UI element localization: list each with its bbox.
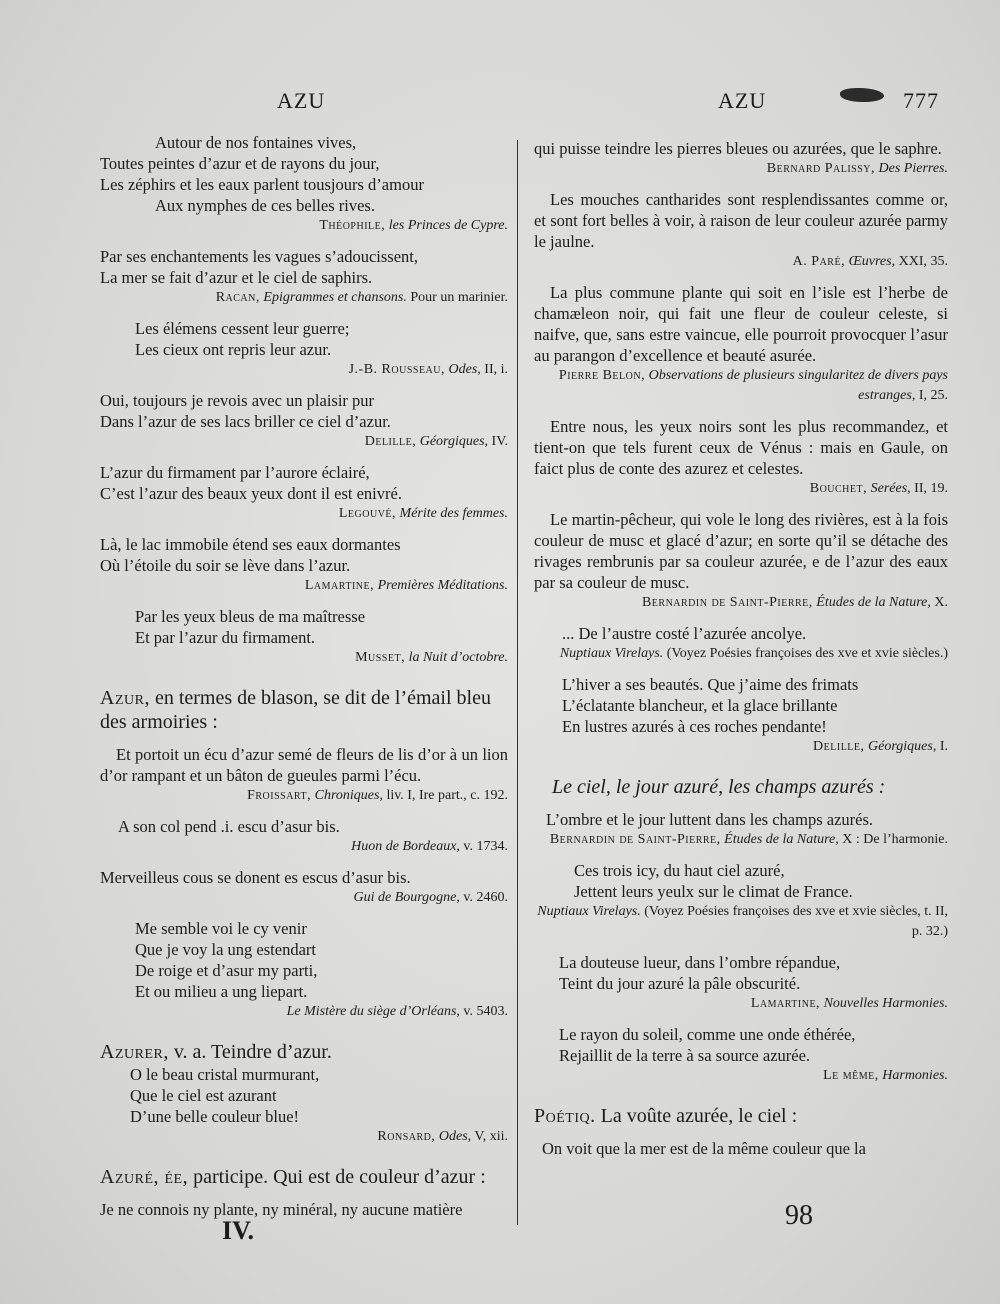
citation-work: Harmonies. <box>882 1068 948 1083</box>
definition: participe. Qui est de couleur d’azur : <box>188 1166 486 1188</box>
verse-line: L’hiver a ses beautés. Que j’aime des frimats <box>562 675 859 694</box>
citation <box>100 360 508 380</box>
citation-work: Gui de Bourgogne, <box>353 890 460 905</box>
citation <box>100 648 508 668</box>
spacer <box>534 757 948 775</box>
signature-mark: IV. <box>222 1216 255 1245</box>
spacer <box>100 236 508 246</box>
headword: Azurer, <box>100 1041 169 1063</box>
quotation-paragraph: La plus commune plante qui soit en l’isle est l’herbe de chamæleon noir, qui fait une fleur de couleur celeste, si naifve, que, sans estre vaincue, elle pourroit provocquer l’asur au parangon d’excellence et beauté asurée. <box>534 283 948 365</box>
citation-author: Musset, <box>355 650 406 665</box>
citation <box>534 902 948 942</box>
citation <box>100 576 508 596</box>
verse-line: Jettent leurs yeulx sur le climat de France. <box>574 882 853 901</box>
citation-author: A. Paré, <box>792 254 846 269</box>
verse-line: Les élémens cessent leur guerre; <box>135 319 350 338</box>
spacer <box>534 799 948 809</box>
headword: Poétiq. <box>534 1105 596 1127</box>
citation-ref: Pour un marinier. <box>406 290 508 305</box>
left-column <box>100 132 508 1220</box>
definition: La voûte azurée, le ciel : <box>595 1105 798 1127</box>
citation <box>534 366 948 406</box>
citation-ref: v. 5403. <box>459 1004 508 1019</box>
verse-line: Et par l’azur du firmament. <box>135 628 316 647</box>
citation-author: Bernardin de Saint-Pierre, <box>549 832 721 847</box>
citation-work: Huon de Bordeaux, <box>351 839 460 854</box>
spacer <box>100 380 508 390</box>
headword: Azur, <box>100 687 150 709</box>
spacer <box>534 613 948 623</box>
citation-author: Froissart, <box>247 788 312 803</box>
verse-line: Teint du jour azuré la pâle obscurité. <box>559 974 801 993</box>
citation-author: Bernard Palissy, <box>766 161 876 176</box>
verse-line: Que le ciel est azurant <box>130 1086 277 1105</box>
running-head-right: AZU <box>718 88 767 113</box>
spacer <box>100 1022 508 1040</box>
verse-line: L’éclatante blancheur, et la glace brillante <box>562 696 838 715</box>
definition: en termes de blason, se dit de l’émail bleu des armoiries : <box>100 687 491 733</box>
citation-work: Études de la Nature, <box>816 595 931 610</box>
ink-blot <box>840 88 884 102</box>
citation-work: Études de la Nature, <box>724 832 839 847</box>
citation <box>534 644 948 664</box>
spacer <box>100 308 508 318</box>
citation-author: Théophile, <box>319 218 386 233</box>
definition: v. a. Teindre d’azur. <box>168 1041 332 1063</box>
citation <box>100 786 508 806</box>
spacer <box>534 1014 948 1024</box>
verse-line: A son col pend .i. escu d’asur bis. <box>118 817 340 836</box>
citation-work: Epigrammes et chansons. <box>263 290 407 305</box>
citation <box>100 1002 508 1022</box>
sub-heading: Le ciel, le jour azuré, les champs azurés : <box>552 776 886 798</box>
verse-line: ... De l’austre costé l’azurée ancolye. <box>562 624 807 643</box>
verse-line: O le beau cristal murmurant, <box>130 1065 320 1084</box>
verse-line: Par ses enchantements les vagues s’adoucissent, <box>100 247 418 266</box>
verse-line: Et ou milieu a ung liepart. <box>135 982 308 1001</box>
signature-number: 98 <box>785 1200 813 1231</box>
spacer <box>100 857 508 867</box>
spacer <box>534 406 948 416</box>
citation-author: Delille, <box>364 434 417 449</box>
citation-ref: I, 25. <box>915 388 948 403</box>
verse-line: L’azur du firmament par l’aurore éclairé, <box>100 463 370 482</box>
citation-ref: X : De l’harmonie. <box>838 832 948 847</box>
verse-line: Je ne connois ny plante, ny minéral, ny aucune matière <box>100 1200 463 1219</box>
spacer <box>100 908 508 918</box>
citation <box>100 216 508 236</box>
citation <box>534 479 948 499</box>
spacer <box>534 850 948 860</box>
citation-ref: II, i. <box>480 362 508 377</box>
verse-line: Oui, toujours je revois avec un plaisir pur <box>100 391 375 410</box>
citation-work: Premières Méditations. <box>377 578 508 593</box>
citation-author: Bouchet, <box>809 481 868 496</box>
spacer <box>100 1147 508 1165</box>
verse-line: De roige et d’asur my parti, <box>135 961 318 980</box>
verse-line: Le rayon du soleil, comme une onde éthérée, <box>559 1025 856 1044</box>
citation-work: Géorgiques, <box>868 739 937 754</box>
verse-line: Autour de nos fontaines vives, <box>155 133 357 152</box>
verse-line: Où l’étoile du soir se lève dans l’azur. <box>100 556 351 575</box>
citation-author: Lamartine, <box>750 996 821 1011</box>
verse-line: Par les yeux bleus de ma maîtresse <box>135 607 366 626</box>
citation-work: Des Pierres. <box>878 161 948 176</box>
citation-ref: V, xii. <box>471 1129 508 1144</box>
running-head-left: AZU <box>277 88 326 113</box>
citation <box>100 888 508 908</box>
citation-ref: IV. <box>488 434 508 449</box>
entry-heading <box>534 1104 948 1128</box>
verse-line: Toutes peintes d’azur et de rayons du jour, <box>100 154 380 173</box>
citation <box>100 504 508 524</box>
entry-heading <box>100 1165 508 1189</box>
citation <box>534 159 948 179</box>
column-rule <box>517 140 518 1225</box>
citation-author: Bernardin de Saint-Pierre, <box>641 595 813 610</box>
page-number: 777 <box>903 88 939 113</box>
citation-author: Legouvé, <box>338 506 397 521</box>
citation <box>100 288 508 308</box>
verse-line: Les zéphirs et les eaux parlent tousjours d’amour <box>100 175 424 194</box>
citation-ref: X. <box>930 595 948 610</box>
spacer <box>100 806 508 816</box>
citation-work: les Princes de Cypre. <box>388 218 508 233</box>
citation-work: Serées, <box>870 481 911 496</box>
citation-author: Lamartine, <box>304 578 375 593</box>
citation-work: Odes, <box>438 1129 472 1144</box>
citation <box>100 837 508 857</box>
citation-work: Mérite des femmes. <box>399 506 508 521</box>
citation-work: Nouvelles Harmonies. <box>823 996 948 1011</box>
verse-line: L’ombre et le jour luttent dans les champs azurés. <box>546 810 874 829</box>
verse-line: La mer se fait d’azur et le ciel de saphirs. <box>100 268 373 287</box>
citation <box>100 432 508 452</box>
verse-line: Les cieux ont repris leur azur. <box>135 340 332 359</box>
entry-heading <box>100 686 508 734</box>
verse-line: C’est l’azur des beaux yeux dont il est enivré. <box>100 484 402 503</box>
verse-line: Rejaillit de la terre à sa source azurée. <box>559 1046 811 1065</box>
citation-ref: liv. I, Ire part., c. 192. <box>382 788 508 803</box>
spacer <box>100 1189 508 1199</box>
citation <box>534 252 948 272</box>
verse-line: On voit que la mer est de la même couleur que la <box>542 1139 866 1158</box>
verse-line: D’une belle couleur blue! <box>130 1107 300 1126</box>
citation-author: Ronsard, <box>377 1129 436 1144</box>
citation-work: Observations de plusieurs singularitez de divers pays estranges, <box>648 368 948 403</box>
quotation-paragraph: Le martin-pêcheur, qui vole le long des rivières, est à la fois couleur de musc et glacé d’azur; en sorte qu’il se détache des rivages rembrunis par sa couleur azurée, e de l’azur des eaux par sa couleur de musc. <box>534 510 948 592</box>
citation-author: Delille, <box>813 739 865 754</box>
verse-line: Me semble voi le cy venir <box>135 919 307 938</box>
citation <box>534 737 948 757</box>
citation-author: Racan, <box>215 290 260 305</box>
verse-line: Là, le lac immobile étend ses eaux dormantes <box>100 535 401 554</box>
citation-work: Chroniques, <box>314 788 383 803</box>
citation-work: Odes, <box>448 362 481 377</box>
spacer <box>534 942 948 952</box>
verse-line: En lustres azurés à ces roches pendante! <box>562 717 827 736</box>
citation-author: Pierre Belon, <box>558 368 646 383</box>
spacer <box>534 1128 948 1138</box>
entry-heading <box>100 1040 508 1064</box>
citation-work: Géorgiques, <box>419 434 489 449</box>
citation <box>534 1066 948 1086</box>
quotation-paragraph: Entre nous, les yeux noirs sont les plus recommandez, et tient-on que tels furent ceux de Vénus : mais en Gaule, on faict plus de conte des azurez et celestes. <box>534 417 948 478</box>
verse-line: Que je voy la ung estendart <box>135 940 316 959</box>
citation-author: Le même, <box>823 1068 879 1083</box>
citation-ref: (Voyez Poésies françoises des xve et xvie siècles, t. II, p. 32.) <box>640 904 948 939</box>
citation <box>534 830 948 850</box>
citation-ref: v. 2460. <box>459 890 508 905</box>
citation <box>100 1127 508 1147</box>
spacer <box>534 179 948 189</box>
verse-line: Ces trois icy, du haut ciel azuré, <box>574 861 785 880</box>
citation-work: la Nuit d’octobre. <box>408 650 508 665</box>
spacer <box>534 499 948 509</box>
quotation-paragraph: Les mouches cantharides sont resplendissantes comme or, et sont fort belles à voir, à raison de leur couleur azurée parmy le jaulne. <box>534 190 948 251</box>
headword: Azuré, ée, <box>100 1166 189 1188</box>
citation-work: Nuptiaux Virelays. <box>537 904 641 919</box>
spacer <box>100 668 508 686</box>
verse-line: Merveilleus cous se donent es escus d’asur bis. <box>100 868 411 887</box>
citation <box>534 593 948 613</box>
citation <box>534 994 948 1014</box>
spacer <box>100 734 508 744</box>
citation-ref: XXI, 35. <box>895 254 948 269</box>
spacer <box>534 664 948 674</box>
right-column <box>534 138 948 1159</box>
spacer <box>100 524 508 534</box>
citation-work: Le Mistère du siège d’Orléans, <box>286 1004 460 1019</box>
citation-ref: II, 19. <box>910 481 948 496</box>
verse-line: Dans l’azur de ses lacs briller ce ciel d’azur. <box>100 412 391 431</box>
verse-line: Aux nymphes de ces belles rives. <box>155 196 375 215</box>
citation-work: Œuvres, <box>848 254 896 269</box>
spacer <box>100 452 508 462</box>
quotation-paragraph: qui puisse teindre les pierres bleues ou azurées, que le saphre. <box>534 139 942 158</box>
citation-author: J.-B. Rousseau, <box>348 362 445 377</box>
citation-work: Nuptiaux Virelays. <box>559 646 664 661</box>
verse-line: La douteuse lueur, dans l’ombre répandue, <box>559 953 841 972</box>
citation-ref: I. <box>936 739 948 754</box>
quotation-paragraph: Et portoit un écu d’azur semé de fleurs de lis d’or à un lion d’or rampant et un bâton de gueules parmi l’écu. <box>100 745 508 785</box>
citation-ref: (Voyez Poésies françoises des xve et xvie siècles.) <box>663 646 948 661</box>
spacer <box>534 272 948 282</box>
spacer <box>100 596 508 606</box>
spacer <box>534 1086 948 1104</box>
citation-ref: v. 1734. <box>459 839 508 854</box>
